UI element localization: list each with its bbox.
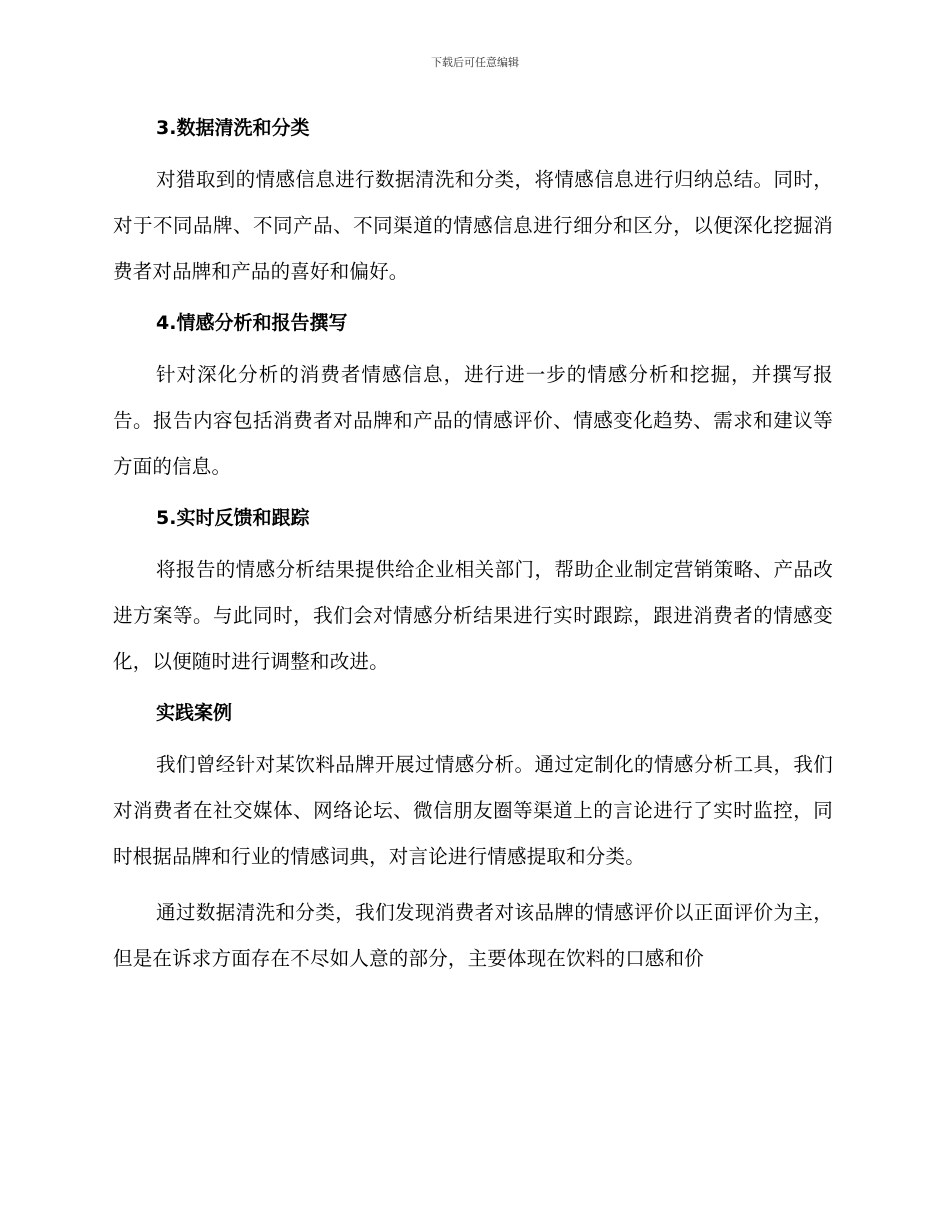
document-body (113, 112, 833, 982)
section-paragraph: 针对深化分析的消费者情感信息，进行进一步的情感分析和挖掘，并撰写报告。报告内容包括消费者对品牌和产品的情感评价、情感变化趋势、需求和建议等方面的信息。 (113, 363, 833, 478)
section-paragraph: 我们曾经针对某饮料品牌开展过情感分析。通过定制化的情感分析工具，我们对消费者在社交媒体、网络论坛、微信朋友圈等渠道上的言论进行了实时监控，同时根据品牌和行业的情感词典，对言论进行情感提取和分类。 (113, 753, 833, 868)
page-header: 下载后可任意编辑 (431, 56, 519, 69)
section-heading-case-study: 实践案例 (156, 702, 233, 724)
section-paragraph: 对猎取到的情感信息进行数据清洗和分类，将情感信息进行归纳总结。同时，对于不同品牌、不同产品、不同渠道的情感信息进行细分和区分，以便深化挖掘消费者对品牌和产品的喜好和偏好。 (113, 168, 833, 283)
section-heading-analysis-report: 4.情感分析和报告撰写 (156, 312, 348, 334)
section-paragraph: 将报告的情感分析结果提供给企业相关部门，帮助企业制定营销策略、产品改进方案等。与此同时，我们会对情感分析结果进行实时跟踪，跟进消费者的情感变化，以便随时进行调整和改进。 (113, 558, 833, 673)
section-paragraph: 通过数据清洗和分类，我们发现消费者对该品牌的情感评价以正面评价为主，但是在诉求方面存在不尽如人意的部分，主要体现在饮料的口感和价 (113, 901, 833, 970)
section-heading-feedback-tracking: 5.实时反馈和跟踪 (156, 507, 310, 529)
section-heading-data-cleaning: 3.数据清洗和分类 (156, 117, 310, 139)
